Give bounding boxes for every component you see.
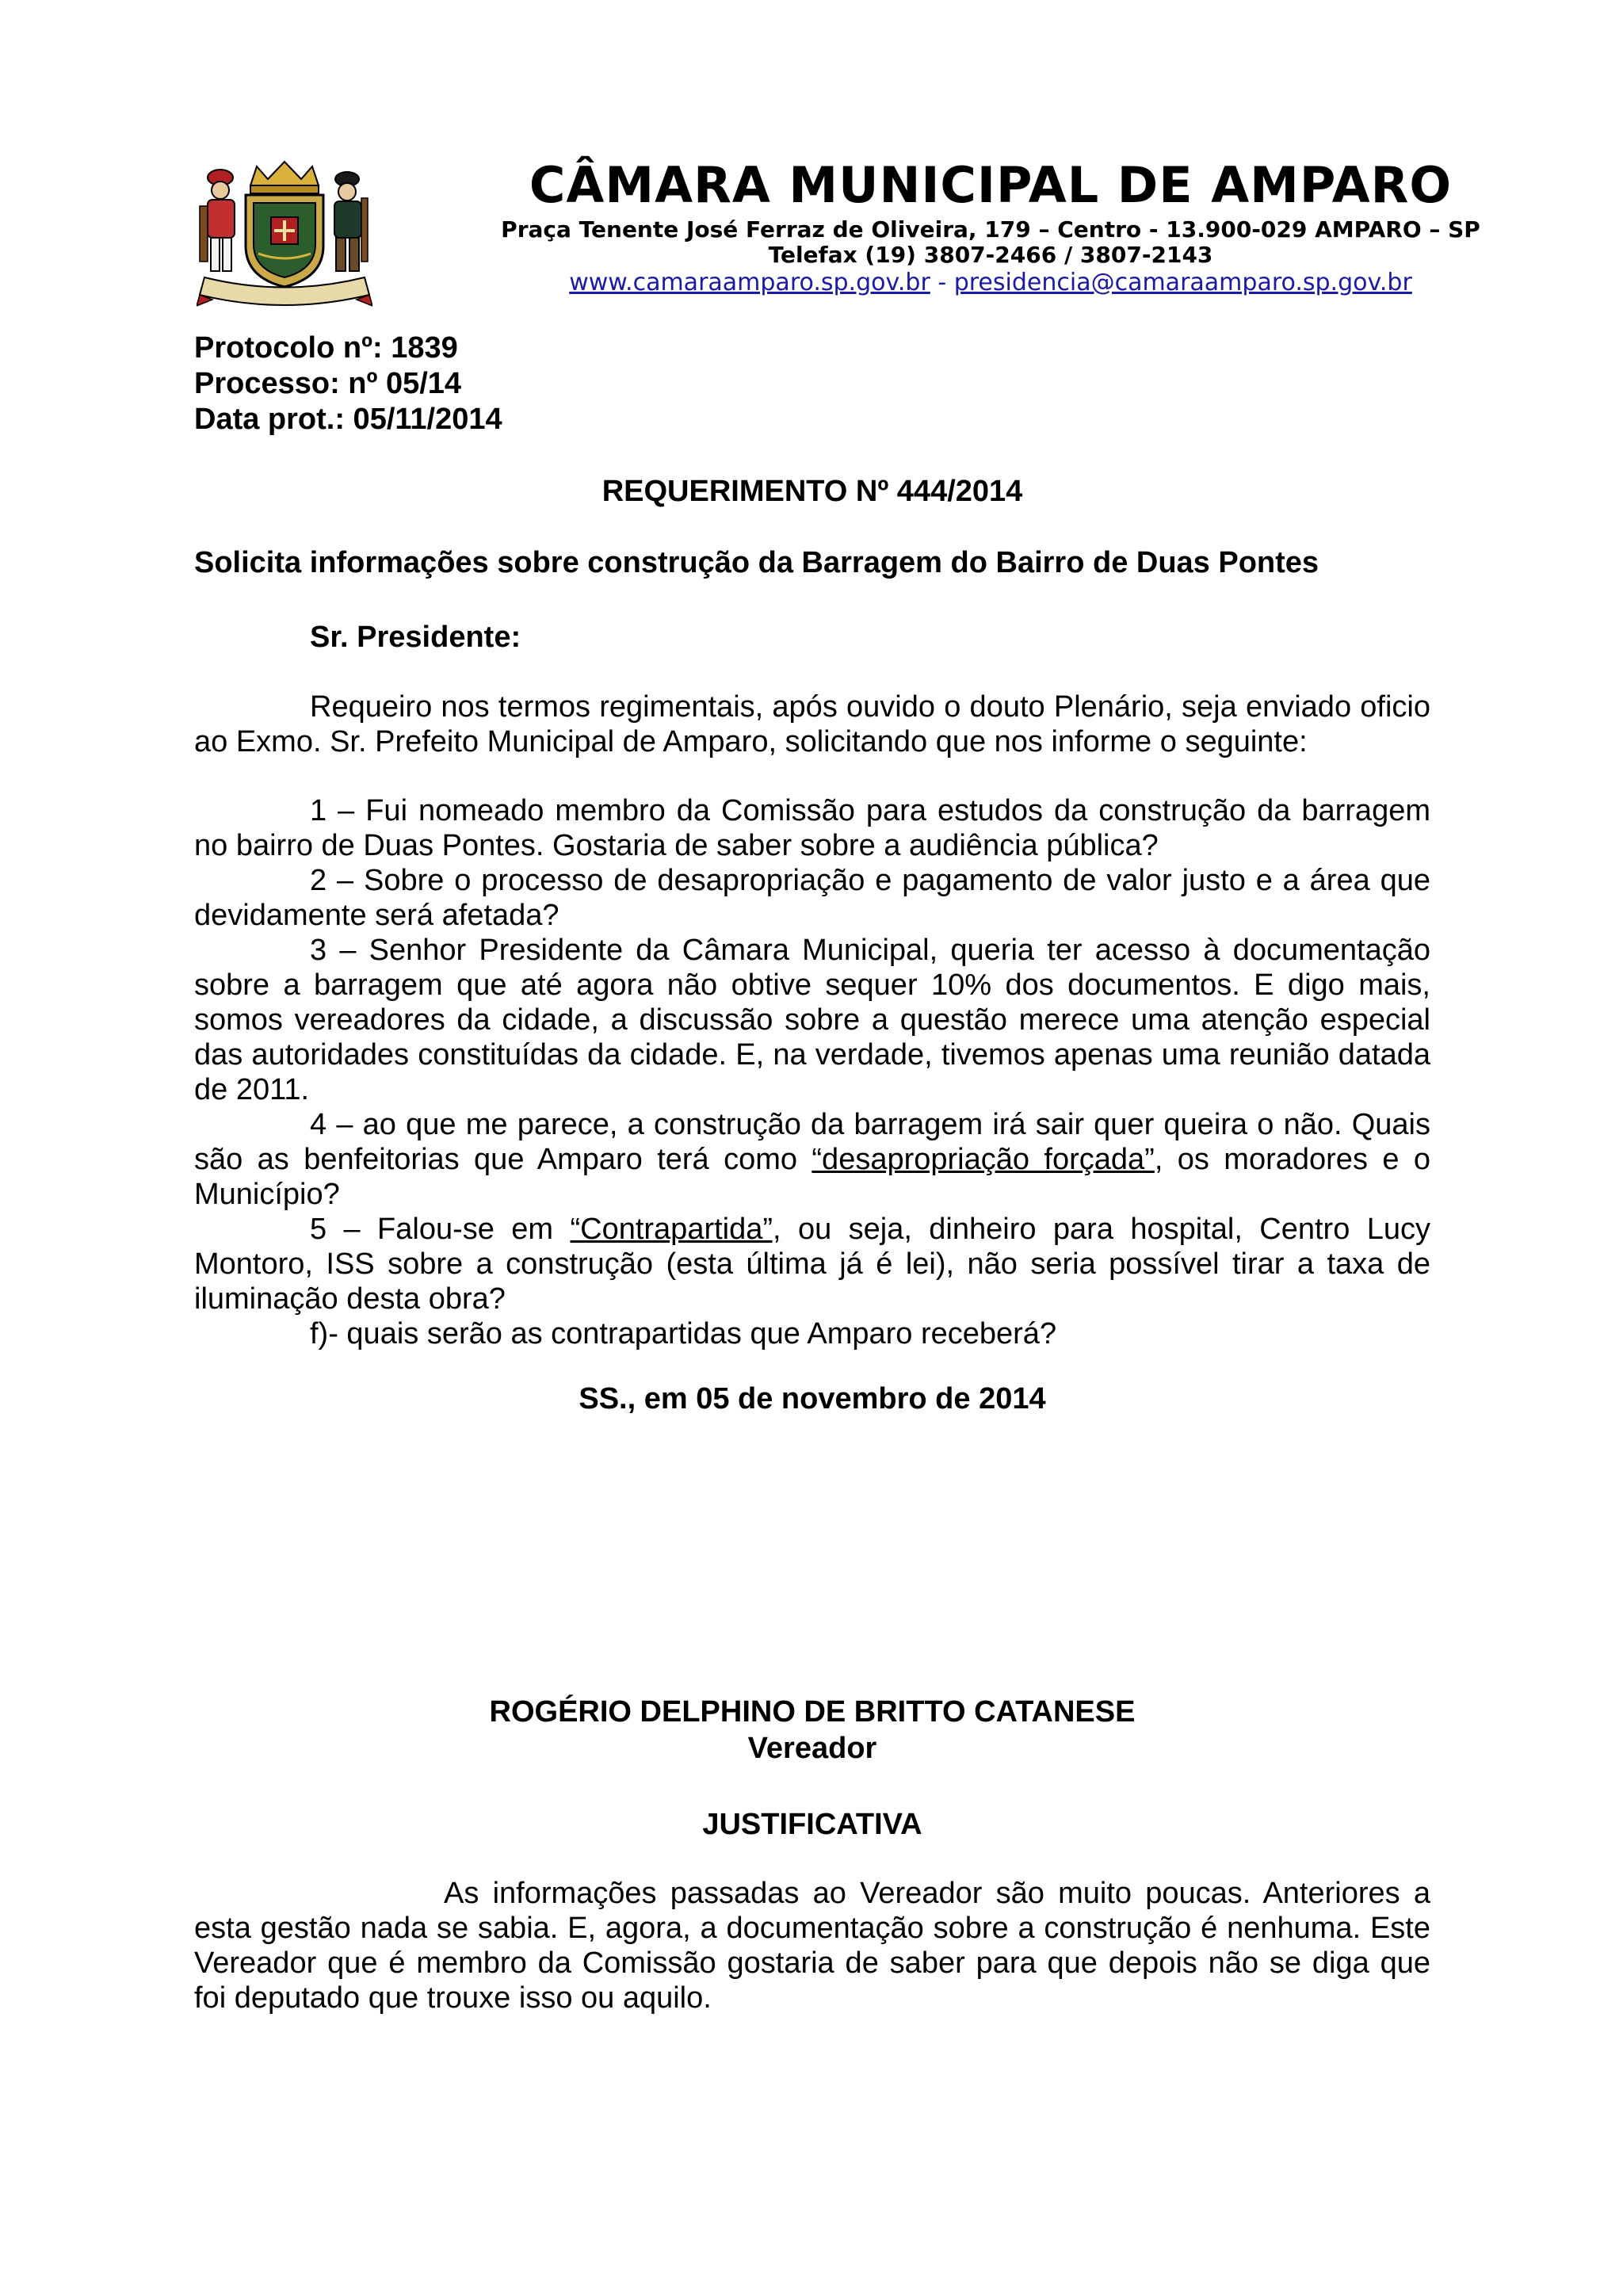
justification-text: As informações passadas ao Vereador são muito poucas. Anteriores a esta gestão nada se sabia. E, agora, a documentação sobre a construção é nenhuma. Este Vereador que é membro da Comissão gostaria de saber para que depois não se diga que foi deputado que trouxe isso ou aquilo.: [194, 1877, 1430, 2015]
item-4-text-end: , os moradores e o Município?: [194, 1143, 1431, 1211]
request-subject: Solicita informações sobre construção da Barragem do Bairro de Duas Pontes: [194, 546, 1319, 579]
intro-paragraph: [194, 690, 1430, 759]
salutation: Sr. Presidente:: [310, 621, 521, 654]
justification-paragraph: [194, 1876, 1430, 2015]
email-link[interactable]: presidencia@camaraamparo.sp.gov.br: [953, 269, 1412, 296]
signature-name: ROGÉRIO DELPHINO DE BRITTO CATANESE: [489, 1695, 1136, 1729]
item-1: 1 – Fui nomeado membro da Comissão para estudos da construção da barragem no bairro de Duas Pontes. Gostaria de saber sobre a audiência pública?: [194, 794, 1430, 862]
item-6: f)- quais serão as contrapartidas que Amparo receberá?: [310, 1317, 1057, 1350]
closing-date: SS., em 05 de novembro de 2014: [579, 1382, 1046, 1415]
item-4-underlined: “desapropriação forçada”: [812, 1143, 1155, 1176]
item-4-text: 4 – ao que me parece, a construção da barragem irá sair quer queira o não. Quais são as benfeitorias que Amparo terá como: [194, 1108, 1430, 1176]
item-5-text: 5 – Falou-se em: [310, 1213, 571, 1246]
justification-title: JUSTIFICATIVA: [702, 1808, 922, 1841]
protocol-number: Protocolo nº: 1839: [194, 331, 458, 365]
chamber-title: CÂMARA MUNICIPAL DE AMPARO: [529, 156, 1453, 214]
item-3: 3 – Senhor Presidente da Câmara Municipal, queria ter acesso à documentação sobre a barragem que até agora não obtive sequer 10% dos documentos. E digo mais, somos vereadores da cidade, a discussão sobre a questão merece uma atenção especial das autoridades constituídas da cidade. E, na verdade, tivemos apenas uma reunião datada de 2011.: [194, 934, 1430, 1106]
item-4: [194, 1107, 1430, 1212]
coat-of-arms-icon: [197, 159, 372, 311]
item-2: 2 – Sobre o processo de desapropriação e pagamento de valor justo e a área que devidamente será afetada?: [194, 864, 1430, 932]
item-5: [194, 1212, 1430, 1316]
protocol-block: [194, 330, 502, 437]
signature-role: Vereador: [747, 1732, 877, 1765]
item-5-text-end: ou seja, dinheiro para hospital, Centro Lucy Montoro, ISS sobre a construção (esta última já é lei), não seria possível tirar a taxa de iluminação desta obra?: [194, 1213, 1430, 1316]
website-link[interactable]: www.camaraamparo.sp.gov.br: [569, 269, 930, 296]
intro-text: Requeiro nos termos regimentais, após ouvido o douto Plenário, seja enviado oficio ao Exmo. Sr. Prefeito Municipal de Amparo, solicitando que nos informe o seguinte:: [194, 690, 1430, 758]
request-title: REQUERIMENTO Nº 444/2014: [601, 475, 1023, 508]
process-number: Processo: nº 05/14: [194, 367, 462, 400]
protocol-date: Data prot.: 05/11/2014: [194, 403, 502, 436]
chamber-phone: Telefax (19) 3807-2466 / 3807-2143: [768, 242, 1213, 268]
chamber-links: [412, 268, 1569, 298]
chamber-address: Praça Tenente José Ferraz de Oliveira, 179 – Centro - 13.900-029 AMPARO – SP: [501, 216, 1480, 243]
item-5-underlined: “Contrapartida”,: [570, 1213, 781, 1246]
link-separator: -: [930, 269, 954, 296]
request-items: [194, 793, 1430, 1351]
